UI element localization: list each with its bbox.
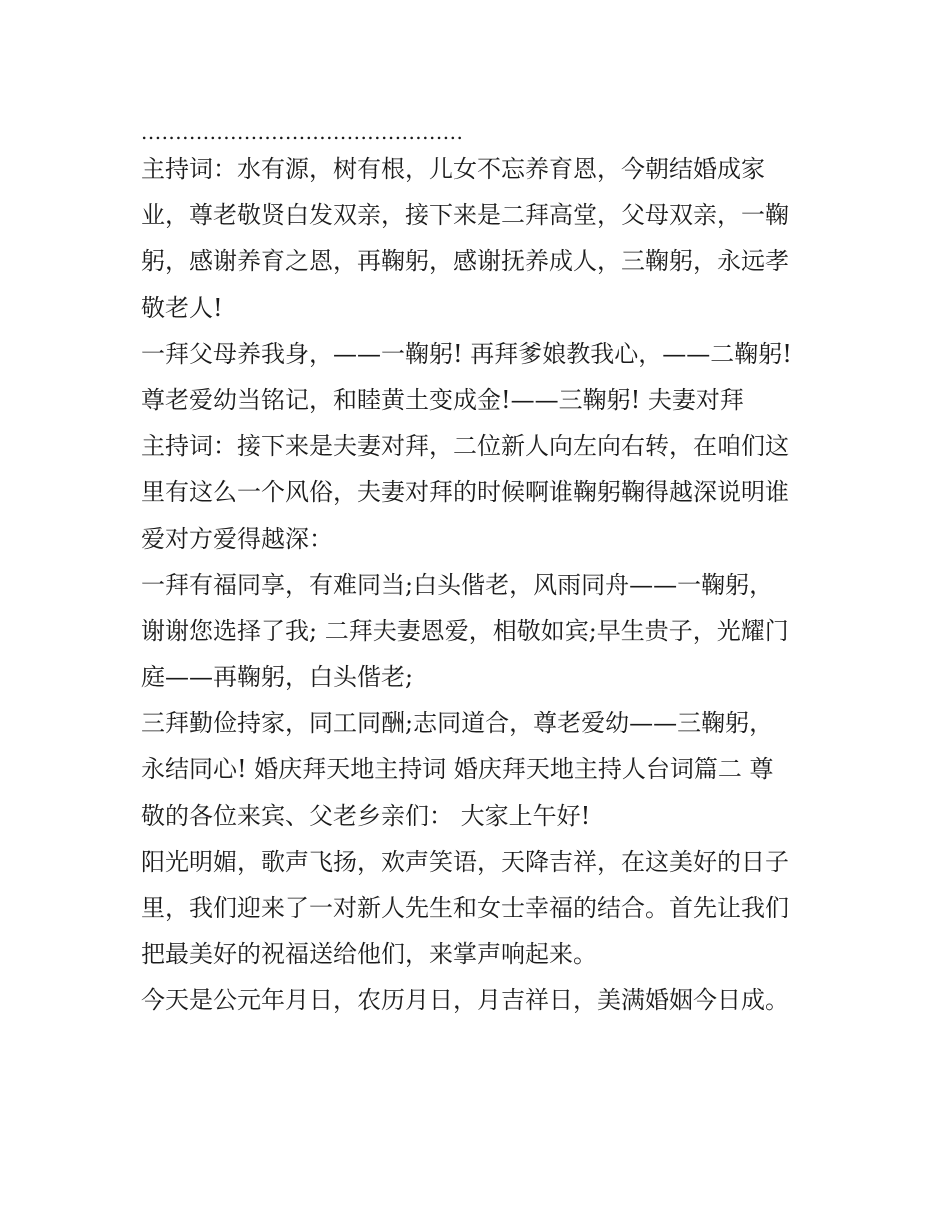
text-line: 一拜父母养我身，——一鞠躬! 再拜爹娘教我心，——二鞠躬! xyxy=(141,339,792,368)
text-line: 把最美好的祝福送给他们，来掌声响起来。 xyxy=(141,940,597,969)
text-line: 今天是公元年月日，农历月日，月吉祥日，美满婚姻今日成。 xyxy=(141,986,789,1015)
text-line: 躬，感谢养育之恩，再鞠躬，感谢抚养成人，三鞠躬，永远孝 xyxy=(141,247,789,276)
separator-dots: ............................................... xyxy=(141,120,464,144)
text-line: 主持词：水有源，树有根，儿女不忘养育恩，今朝结婚成家 xyxy=(141,155,765,183)
text-line: 谢谢您选择了我; 二拜夫妻恩爱，相敬如宾;早生贵子，光耀门 xyxy=(141,616,789,645)
text-line: 业，尊老敬贤白发双亲，接下来是二拜高堂，父母双亲，一鞠 xyxy=(141,201,789,230)
text-line: 一拜有福同享，有难同当;白头偕老，风雨同舟——一鞠躬， xyxy=(141,570,774,599)
text-line: 里，我们迎来了一对新人先生和女士幸福的结合。首先让我们 xyxy=(141,894,789,922)
text-line: 主持词：接下来是夫妻对拜，二位新人向左向右转，在咱们这 xyxy=(141,432,789,461)
text-line: 尊老爱幼当铭记，和睦黄土变成金!——三鞠躬! 夫妻对拜 xyxy=(141,385,744,414)
text-line: 爱对方爱得越深： xyxy=(141,524,333,553)
document-body xyxy=(141,118,821,1024)
text-line: 三拜勤俭持家，同工同酬;志同道合，尊老爱幼——三鞠躬， xyxy=(141,709,774,738)
text-line: 敬老人! xyxy=(141,293,223,322)
text-line: 敬的各位来宾、父老乡亲们： 大家上午好! xyxy=(141,801,591,830)
text-line: 里有这么一个风俗，夫妻对拜的时候啊谁鞠躬鞠得越深说明谁 xyxy=(141,478,789,507)
text-line: 阳光明媚，歌声飞扬，欢声笑语，天降吉祥，在这美好的日子 xyxy=(141,847,789,876)
text-line: 永结同心! 婚庆拜天地主持词 婚庆拜天地主持人台词篇二 尊 xyxy=(141,755,774,784)
text-line: 庭——再鞠躬，白头偕老; xyxy=(141,663,414,692)
